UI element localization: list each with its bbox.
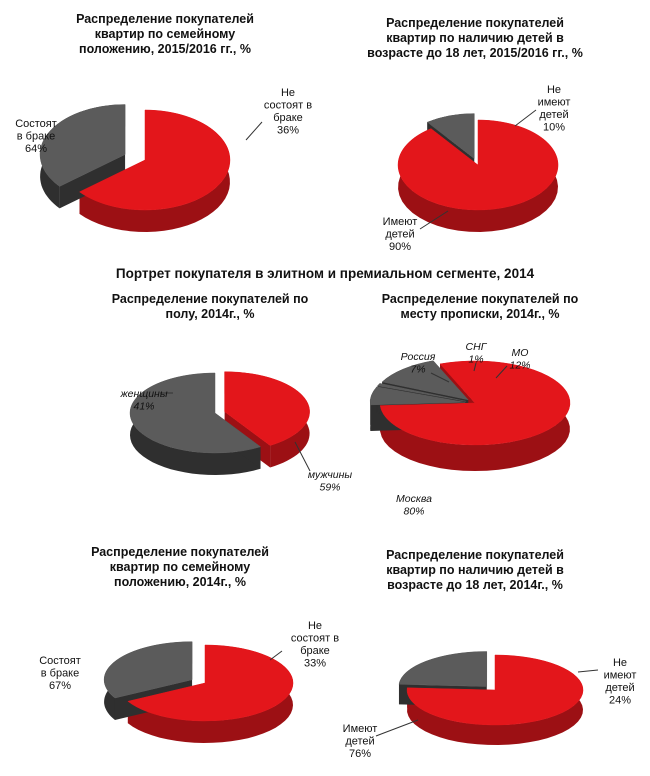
chart-5-title: Распределение покупателей квартир по семейному положению, 2014г., % bbox=[91, 545, 269, 589]
slice-label: Россия 7% bbox=[400, 351, 436, 376]
slice-label: Состоят в браке 64% bbox=[15, 118, 57, 155]
section-heading: Портрет покупателя в элитном и премиальном сегменте, 2014 bbox=[115, 266, 535, 281]
chart-2-title: Распределение покупателей квартир по наличию детей в возрасте до 18 лет, 2015/2016 гг., % bbox=[367, 16, 583, 60]
chart-6-title: Распределение покупателей квартир по наличию детей в возрасте до 18 лет, 2014г., % bbox=[386, 548, 564, 592]
slice-label: Не имеют детей 10% bbox=[537, 84, 571, 134]
slice-label: Не имеют детей 24% bbox=[603, 657, 637, 707]
slice-label: СНГ 1% bbox=[465, 341, 487, 366]
slice-label: Москва 80% bbox=[396, 493, 432, 518]
slice-label: мужчины 59% bbox=[307, 469, 353, 494]
chart-4-title: Распределение покупателей по месту прописки, 2014г., % bbox=[381, 292, 579, 321]
slice-label: женщины 41% bbox=[120, 388, 168, 413]
slice-label: Имеют детей 90% bbox=[382, 216, 418, 253]
label-leader-line bbox=[578, 670, 598, 672]
slice-label: Не состоят в браке 36% bbox=[263, 87, 313, 137]
chart-1-title: Распределение покупателей квартир по семейному положению, 2015/2016 гг., % bbox=[76, 12, 254, 56]
slice-label: Состоят в браке 67% bbox=[39, 655, 81, 692]
chart-3-title: Распределение покупателей по полу, 2014г., % bbox=[111, 292, 309, 321]
slice-label: Имеют детей 76% bbox=[342, 723, 378, 760]
slice-label: Не состоят в браке 33% bbox=[290, 620, 340, 670]
slice-label: МО 12% bbox=[509, 347, 531, 372]
label-leader-line bbox=[376, 720, 418, 736]
pie-slice-2 bbox=[399, 652, 487, 687]
